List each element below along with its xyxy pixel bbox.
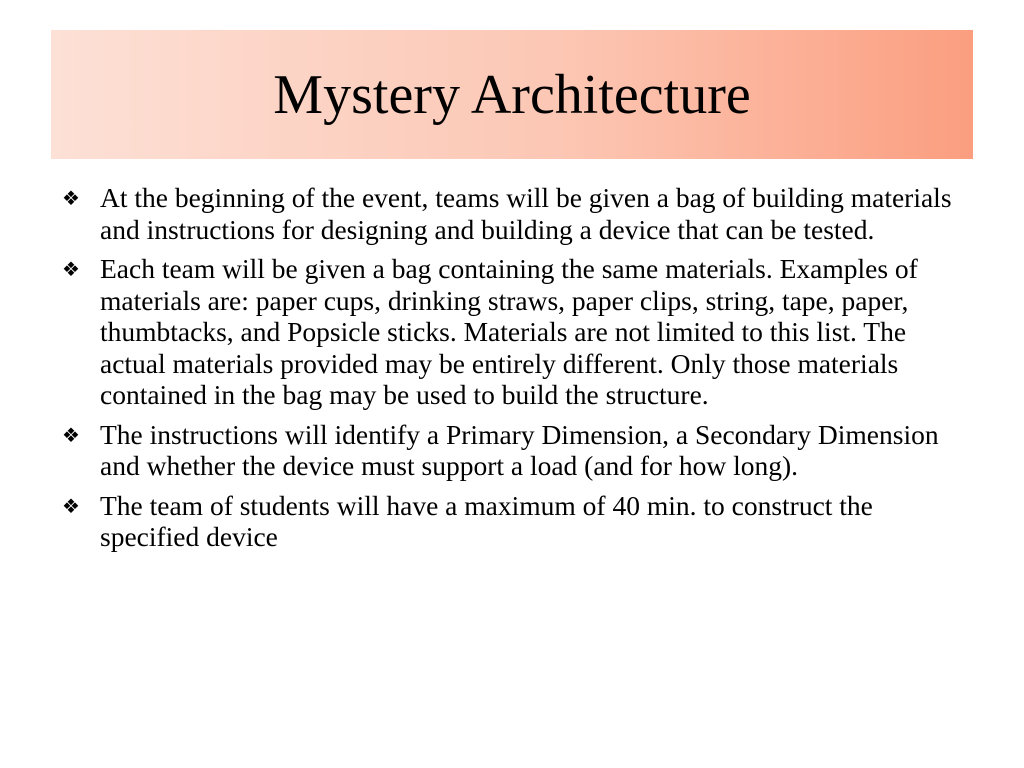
four-diamond-icon: ❖ xyxy=(62,422,80,447)
bullet-item xyxy=(62,419,962,482)
four-diamond-icon: ❖ xyxy=(62,186,80,210)
bullet-item xyxy=(62,490,962,553)
title-banner xyxy=(51,30,973,159)
four-diamond-icon: ❖ xyxy=(62,493,80,518)
bullet-list xyxy=(62,182,962,561)
bullet-text: The instructions will identify a Primary Dimension, a Secondary Dimension and whether the device must support a load (and for how long). xyxy=(100,418,939,481)
bullet-text: At the beginning of the event, teams will be given a bag of building materials and instructions for designing and building a device that can be tested. xyxy=(100,182,952,245)
four-diamond-icon: ❖ xyxy=(62,257,80,281)
bullet-item xyxy=(62,182,962,245)
bullet-item xyxy=(62,253,962,411)
slide-title: Mystery Architecture xyxy=(273,63,751,126)
bullet-text: Each team will be given a bag containing the same materials. Examples of materials are: paper cups, drinking straws, paper clips, string, tape, paper, thumbtacks, and Popsicle sticks. Materials are not limited to this list. The actual materials provided may be entirely different. Only those materials contained in the bag may be used to build the structure. xyxy=(100,253,918,410)
bullet-text: The team of students will have a maximum of 40 min. to construct the specified device xyxy=(100,489,873,552)
